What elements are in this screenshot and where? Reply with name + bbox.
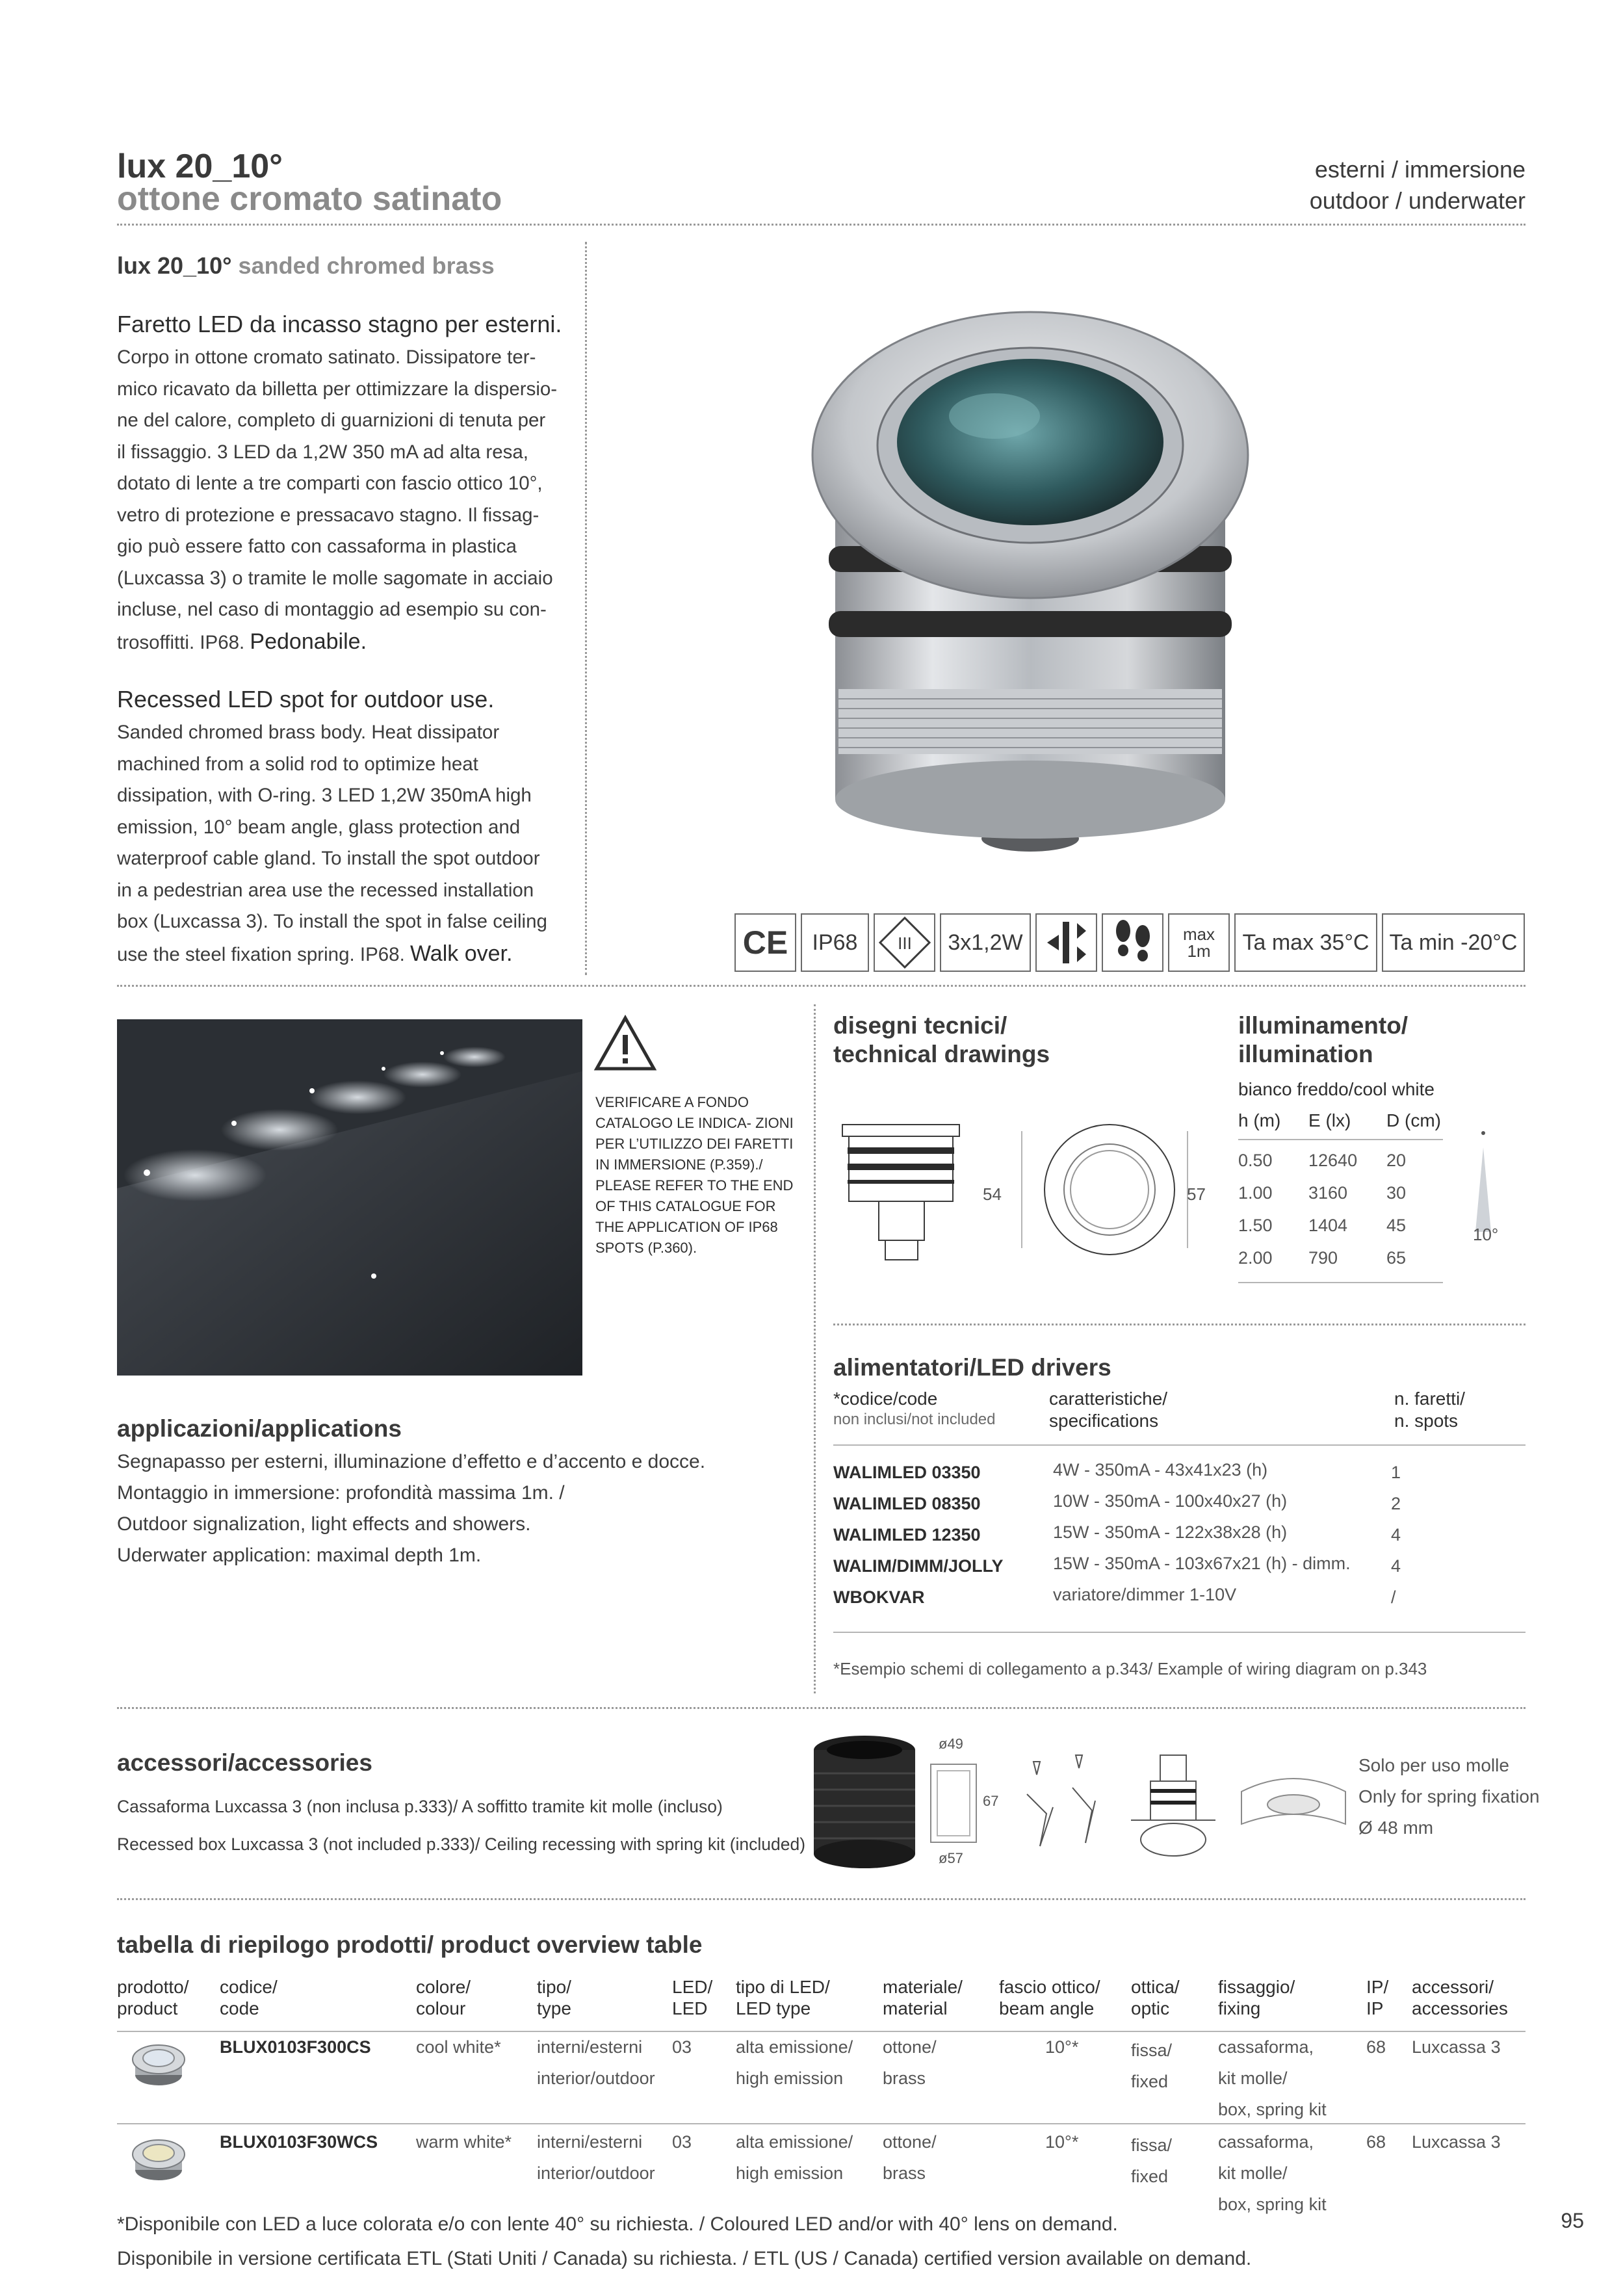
overview-colour: warm white* (416, 2132, 512, 2152)
applications-line: Montaggio in immersione: profondità massima 1m. / (117, 1482, 565, 1504)
driver-code: WALIMLED 03350 (833, 1463, 981, 1482)
immersion-depth-icon (1168, 913, 1230, 972)
illumination-cell: 20 (1386, 1151, 1407, 1170)
overview-header-cell (1366, 1976, 1388, 2019)
overview-header-line-1: tipo di LED/ (736, 1977, 830, 1997)
acc-dim-top: ø49 (939, 1736, 963, 1752)
driver-spec: 10W - 350mA - 100x40x27 (h) (1053, 1491, 1288, 1511)
header-divider (117, 224, 1526, 226)
drawings-heading-2: technical drawings (833, 1041, 1050, 1067)
overview-header-line-1: tipo/ (537, 1977, 571, 1997)
category-it: esterni / immersione (1314, 156, 1526, 183)
footer-note-2: Disponibile in versione certificata ETL (Stati Uniti / Canada) su richiesta. / ETL (US / Canada) certified version available on demand. (117, 2248, 1252, 2269)
overview-row-rule (117, 2123, 1526, 2124)
walk-over-icon (1102, 913, 1163, 972)
overview-material: brass (883, 2163, 926, 2183)
illumination-heading (1238, 1011, 1408, 1069)
overview-header-line-2: type (537, 1998, 571, 2018)
ip68-badge: IP68 (801, 913, 869, 972)
overview-header-line-2: optic (1131, 1998, 1170, 2018)
max-depth-value: 1m (1187, 941, 1211, 961)
overview-header-line-2: fixing (1218, 1998, 1261, 2018)
class-iii-icon (874, 913, 935, 972)
overview-material: ottone/ (883, 2132, 937, 2152)
section-divider-3 (117, 1898, 1526, 1900)
acc-note-2: Only for spring fixation (1358, 1786, 1540, 1807)
drivers-heading: alimentatori/LED drivers (833, 1354, 1111, 1381)
overview-led-type: alta emissione/ (736, 2037, 853, 2057)
description-it-line: incluse, nel caso di montaggio ad esempio su con- (117, 599, 547, 620)
accessories-line-2: Recessed box Luxcassa 3 (not included p.333)/ Ceiling recessing with spring kit (included) (117, 1834, 806, 1854)
overview-header-line-2: product (117, 1998, 178, 2018)
description-it-line: Corpo in ottone cromato satinato. Dissipatore ter- (117, 346, 536, 368)
class-iii-label: III (897, 933, 912, 953)
overview-type: interni/esterni (537, 2132, 643, 2152)
drivers-header-rule (833, 1444, 1526, 1446)
overview-fixing: box, spring kit (1218, 2195, 1327, 2214)
overview-fixing: cassaforma, (1218, 2037, 1314, 2057)
ill-col-e: E (lx) (1308, 1110, 1351, 1130)
luxcassa-box-photo (806, 1734, 923, 1871)
description-it-last-line (117, 626, 564, 659)
description-it-line: dotato di lente a tre comparti con fascio ottico 10°, (117, 473, 543, 494)
drivers-note: *Esempio schemi di collegamento a p.343/ Example of wiring diagram on p.343 (833, 1659, 1427, 1678)
overview-header-cell (1131, 1976, 1180, 2019)
description-it-emphasis: Pedonabile. (250, 629, 367, 654)
overview-header-line-2: beam angle (999, 1998, 1095, 2018)
subheading-bold: lux 20_10° (117, 252, 232, 279)
overview-header-line-1: colore/ (416, 1977, 471, 1997)
footer-note-1: *Disponibile con LED a luce colorata e/o con lente 40° su richiesta. / Coloured LED and/or with 40° lens on demand. (117, 2213, 1118, 2235)
product-subtitle: ottone cromato satinato (117, 180, 502, 218)
subheading-grey: sanded chromed brass (238, 252, 495, 279)
illumination-cell: 2.00 (1238, 1248, 1273, 1268)
drawings-heading-1: disegni tecnici/ (833, 1012, 1007, 1039)
description-it-line: vetro di protezione e pressacavo stagno. Il fissag- (117, 504, 539, 526)
overview-material: brass (883, 2068, 926, 2088)
spring-mount-drawing (1124, 1749, 1222, 1862)
overview-ip: 68 (1366, 2132, 1386, 2152)
illumination-heading-2: illumination (1238, 1041, 1373, 1067)
illumination-subheading: bianco freddo/cool white (1238, 1079, 1435, 1099)
overview-header-line-1: fissaggio/ (1218, 1977, 1295, 1997)
overview-header-line-1: accessori/ (1412, 1977, 1494, 1997)
applications-line: Uderwater application: maximal depth 1m. (117, 1545, 482, 1566)
overview-header-cell (672, 1976, 712, 2019)
warning-icon (593, 1014, 658, 1073)
overview-header-line-2: material (883, 1998, 948, 2018)
recessed-icon (1035, 913, 1097, 972)
description-en-title: Recessed LED spot for outdoor use. (117, 686, 495, 712)
overview-led: 03 (672, 2037, 692, 2057)
description-en-line: box (Luxcassa 3). To install the spot in false ceiling (117, 911, 547, 932)
description-it-line: mico ricavato da billetta per ottimizzare la dispersio- (117, 378, 558, 400)
overview-led-type: alta emissione/ (736, 2132, 853, 2152)
description-it-title: Faretto LED da incasso stagno per esterni. (117, 311, 562, 337)
drawings-heading (833, 1011, 1050, 1069)
dim-diameter: 57 (1187, 1184, 1206, 1204)
illumination-cell: 1.00 (1238, 1183, 1273, 1203)
overview-header-line-2: IP (1366, 1998, 1384, 2018)
footprints-icon (1110, 917, 1156, 969)
overview-accessories: Luxcassa 3 (1412, 2132, 1501, 2152)
overview-heading: tabella di riepilogo prodotti/ product overview table (117, 1931, 703, 1958)
description-en-last: use the steel fixation spring. IP68. (117, 943, 405, 965)
overview-header-cell (1218, 1976, 1295, 2019)
applications-line: Segnapasso per esterni, illuminazione d’effetto e d’accento e docce. (117, 1451, 706, 1472)
accessories-heading: accessori/accessories (117, 1749, 372, 1776)
overview-type: interior/outdoor (537, 2068, 655, 2088)
description-en-line: machined from a solid rod to optimize heat (117, 753, 478, 775)
overview-header-cell (736, 1976, 830, 2019)
illumination-cell: 30 (1386, 1183, 1407, 1203)
product-thumbnail (127, 2132, 190, 2185)
overview-header-cell (537, 1976, 571, 2019)
overview-header-line-1: LED/ (672, 1977, 713, 1997)
driver-code: WALIM/DIMM/JOLLY (833, 1556, 1004, 1576)
overview-header-line-2: accessories (1412, 1998, 1508, 2018)
drivers-col-code: *codice/code (833, 1389, 938, 1409)
overview-header-line-1: materiale/ (883, 1977, 963, 1997)
warning-text: VERIFICARE A FONDO CATALOGO LE INDICA- ZIONI PER L’UTILIZZO DEI FARETTI IN IMMERSIONE (P.359)./ PLEASE REFER TO THE END OF THIS CATALOGUE FOR THE APPLICATION OF IP68 SPOTS (P.360). (595, 1094, 794, 1256)
drivers-top-divider (833, 1324, 1526, 1325)
illumination-cell: 3160 (1308, 1183, 1348, 1203)
overview-optic: fissa/ (1131, 2040, 1173, 2060)
overview-header-cell (999, 1976, 1100, 2019)
overview-header-line-1: codice/ (220, 1977, 278, 1997)
description-divider (585, 242, 587, 975)
overview-header-line-1: fascio ottico/ (999, 1977, 1100, 1997)
illumination-cell: 12640 (1308, 1151, 1358, 1170)
acc-dim-bottom: ø57 (939, 1850, 963, 1866)
max-depth-label: max (1182, 924, 1215, 944)
description-it-body (117, 342, 564, 659)
description-it-line: ne del calore, completo di guarnizioni di tenuta per (117, 410, 546, 431)
overview-header-line-1: IP/ (1366, 1977, 1389, 1997)
overview-header-rule (117, 2031, 1526, 2032)
product-photo (747, 260, 1306, 858)
overview-fixing: cassaforma, (1218, 2132, 1314, 2152)
application-photo (117, 1019, 582, 1376)
overview-header-line-1: ottica/ (1131, 1977, 1180, 1997)
illumination-cell: 45 (1386, 1216, 1407, 1235)
drivers-col-n-1: n. faretti/ (1394, 1389, 1465, 1409)
overview-fixing: kit molle/ (1218, 2068, 1288, 2088)
drivers-col-n-2: n. spots (1394, 1411, 1459, 1431)
product-thumbnail (127, 2037, 190, 2091)
overview-material: ottone/ (883, 2037, 937, 2057)
dim-height: 54 (983, 1184, 1002, 1204)
overview-led-type: high emission (736, 2068, 844, 2088)
drivers-col-spec-1: caratteristiche/ (1049, 1389, 1168, 1409)
overview-header-line-2: colour (416, 1998, 466, 2018)
overview-header-cell (220, 1976, 278, 2019)
diamond-icon (877, 915, 932, 970)
driver-spec: variatore/dimmer 1-10V (1053, 1585, 1237, 1604)
beam-cone-icon (1470, 1128, 1496, 1238)
vertical-divider-mid (814, 1004, 816, 1693)
ta-min-badge: Ta min -20°C (1382, 913, 1525, 972)
acc-note-3: Ø 48 mm (1358, 1818, 1434, 1838)
category-en: outdoor / underwater (1309, 187, 1526, 214)
acc-note-1: Solo per uso molle (1358, 1755, 1509, 1775)
description-en-line: dissipation, with O-ring. 3 LED 1,2W 350mA high (117, 785, 532, 806)
overview-header-cell (883, 1976, 963, 2019)
section-divider-2 (117, 1707, 1526, 1709)
overview-beam: 10°* (1045, 2037, 1079, 2057)
overview-fixing: kit molle/ (1218, 2163, 1288, 2183)
overview-header-cell (416, 1976, 471, 2019)
overview-code: BLUX0103F300CS (220, 2037, 371, 2057)
power-badge: 3x1,2W (940, 913, 1031, 972)
overview-header-line-2: LED (672, 1998, 708, 2018)
description-it-line: gio può essere fatto con cassaforma in plastica (117, 536, 517, 557)
ill-col-h: h (m) (1238, 1110, 1281, 1130)
overview-header-line-2: code (220, 1998, 259, 2018)
description-en-emphasis: Walk over. (409, 941, 513, 966)
page-number: 95 (1561, 2209, 1584, 2232)
accessories-line-1: Cassaforma Luxcassa 3 (non inclusa p.333)/ A soffitto tramite kit molle (incluso) (117, 1797, 723, 1816)
overview-fixing: box, spring kit (1218, 2100, 1327, 2119)
overview-header-cell (117, 1976, 189, 2019)
overview-optic: fixed (1131, 2166, 1169, 2186)
description-en-line: waterproof cable gland. To install the spot outdoor (117, 848, 540, 869)
driver-code: WBOKVAR (833, 1587, 925, 1607)
recessed-arrows-icon (1041, 917, 1093, 969)
ce-mark-icon: CE (734, 913, 796, 972)
driver-spots: 2 (1391, 1494, 1401, 1513)
overview-colour: cool white* (416, 2037, 501, 2057)
overview-led-type: high emission (736, 2163, 844, 2183)
illumination-cell: 1.50 (1238, 1216, 1273, 1235)
driver-spots: / (1391, 1587, 1396, 1607)
section-divider-1 (117, 985, 1526, 987)
ill-bottom-rule (1238, 1282, 1443, 1283)
driver-spec: 15W - 350mA - 103x67x21 (h) - dimm. (1053, 1554, 1351, 1573)
description-en-line: in a pedestrian area use the recessed installation (117, 879, 534, 901)
driver-spots: 4 (1391, 1556, 1401, 1576)
description-en-lines (117, 717, 564, 938)
overview-header-line-1: prodotto/ (117, 1977, 189, 1997)
applications-heading: applicazioni/applications (117, 1415, 402, 1442)
drivers-bottom-rule (833, 1632, 1526, 1633)
description-it-line: (Luxcassa 3) o tramite le molle sagomate in acciaio (117, 567, 553, 589)
description-en-last-line (117, 938, 564, 971)
acc-dim-side: 67 (983, 1793, 999, 1809)
spring-kit-drawing (1014, 1749, 1111, 1859)
beam-angle-label: 10° (1473, 1225, 1499, 1244)
ceiling-hole-drawing (1235, 1766, 1352, 1837)
description-en-line: Sanded chromed brass body. Heat dissipator (117, 722, 500, 743)
illumination-cell: 0.50 (1238, 1151, 1273, 1170)
technical-drawing (833, 1118, 1217, 1268)
ill-header-rule (1238, 1139, 1443, 1140)
driver-spots: 1 (1391, 1463, 1401, 1482)
overview-beam: 10°* (1045, 2132, 1079, 2152)
driver-code: WALIMLED 08350 (833, 1494, 981, 1513)
description-en-line: emission, 10° beam angle, glass protection and (117, 816, 521, 838)
description-it-line: il fissaggio. 3 LED da 1,2W 350 mA ad alta resa, (117, 441, 528, 463)
description-it-last: trosoffitti. IP68. (117, 631, 245, 653)
overview-optic: fissa/ (1131, 2135, 1173, 2155)
overview-header-line-2: LED type (736, 1998, 811, 2018)
overview-code: BLUX0103F30WCS (220, 2132, 378, 2152)
overview-type: interni/esterni (537, 2037, 643, 2057)
driver-code: WALIMLED 12350 (833, 1525, 981, 1545)
illumination-heading-1: illuminamento/ (1238, 1012, 1409, 1039)
driver-spec: 4W - 350mA - 43x41x23 (h) (1053, 1460, 1268, 1480)
drivers-col-code-note: non inclusi/not included (833, 1411, 996, 1428)
ill-col-d: D (cm) (1386, 1110, 1441, 1130)
overview-accessories: Luxcassa 3 (1412, 2037, 1501, 2057)
description-en-body (117, 717, 564, 971)
illumination-cell: 1404 (1308, 1216, 1348, 1235)
illumination-cell: 65 (1386, 1248, 1407, 1268)
description-subheading (117, 252, 495, 280)
driver-spots: 4 (1391, 1525, 1401, 1545)
applications-line: Outdoor signalization, light effects and showers. (117, 1513, 531, 1535)
overview-led: 03 (672, 2132, 692, 2152)
overview-type: interior/outdoor (537, 2163, 655, 2183)
overview-optic: fixed (1131, 2071, 1169, 2091)
product-title: lux 20_10° (117, 148, 283, 185)
driver-spec: 15W - 350mA - 122x38x28 (h) (1053, 1522, 1288, 1542)
illumination-cell: 790 (1308, 1248, 1338, 1268)
ta-max-badge: Ta max 35°C (1234, 913, 1377, 972)
overview-header-cell (1412, 1976, 1508, 2019)
description-it-lines (117, 342, 564, 626)
overview-ip: 68 (1366, 2037, 1386, 2057)
drivers-col-spec-2: specifications (1049, 1411, 1159, 1431)
